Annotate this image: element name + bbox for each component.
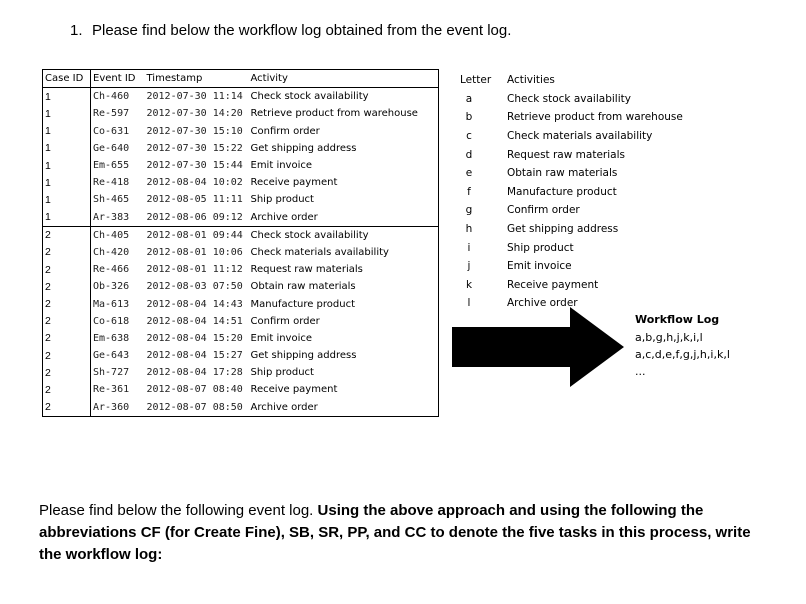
cell-timestamp: 2012-08-01 10:06 <box>146 246 243 258</box>
event-log-header-row <box>43 70 439 88</box>
cell-event-id: Ge-643 <box>93 350 130 362</box>
cell-timestamp: 2012-08-01 09:44 <box>145 226 249 244</box>
cell-case-id: 1 <box>43 140 91 157</box>
cell-case-id: 1 <box>43 174 91 191</box>
event-log-row <box>43 157 439 174</box>
cell-activity: Ship product <box>250 367 314 379</box>
question-heading <box>70 22 511 39</box>
event-log-row <box>43 295 439 312</box>
cell-event-id: Re-361 <box>93 384 130 396</box>
legend-row <box>460 183 683 202</box>
cell-activity: Confirm order <box>250 125 320 137</box>
cell-case-id: 2 <box>43 278 91 295</box>
cell-timestamp: 2012-07-30 15:22 <box>146 142 243 154</box>
cell-event-id: Sh-465 <box>93 194 130 206</box>
cell-event-id: Co-618 <box>93 315 130 327</box>
legend-letter: a <box>465 92 473 105</box>
instruction-plain: Please find below the following event log. <box>39 502 318 519</box>
cell-timestamp: 2012-07-30 11:14 <box>146 91 243 103</box>
event-log-row <box>43 313 439 330</box>
legend-letter: h <box>465 223 473 236</box>
cell-case-id: 2 <box>43 399 91 417</box>
cell-activity: Ship product <box>250 194 314 206</box>
event-log-row <box>43 88 439 106</box>
cell-timestamp: 2012-08-05 11:11 <box>146 194 243 206</box>
cell-case-id: 2 <box>43 244 91 261</box>
legend-letter: b <box>465 111 473 124</box>
cell-activity: Check materials availability <box>250 246 389 258</box>
legend-activity: Check materials availability <box>507 130 653 143</box>
cell-case-id: 1 <box>43 105 91 122</box>
cell-activity: Receive payment <box>250 177 338 189</box>
workflow-log-line: a,b,g,h,j,k,i,l <box>635 331 703 344</box>
cell-timestamp: 2012-08-04 17:28 <box>146 367 243 379</box>
legend-letter: e <box>465 167 473 180</box>
cell-timestamp: 2012-08-04 15:20 <box>146 332 243 344</box>
cell-activity: Confirm order <box>250 315 320 327</box>
cell-timestamp: 2012-08-04 10:02 <box>146 177 243 189</box>
legend-row <box>460 108 683 127</box>
cell-event-id: Ar-383 <box>93 211 130 223</box>
legend-row <box>460 145 683 164</box>
event-log-row <box>43 381 439 398</box>
cell-timestamp: 2012-08-07 08:40 <box>146 384 243 396</box>
cell-case-id: 2 <box>43 381 91 398</box>
cell-activity: Archive order <box>250 401 318 413</box>
cell-activity: Retrieve product from warehouse <box>250 108 418 120</box>
legend-activity: Request raw materials <box>507 148 625 161</box>
cell-activity: Request raw materials <box>250 264 363 276</box>
event-log-row <box>43 347 439 364</box>
legend-activity: Check stock availability <box>507 92 631 105</box>
legend-activity: Get shipping address <box>507 223 619 236</box>
cell-timestamp: 2012-07-30 15:44 <box>146 160 243 172</box>
event-log-row <box>43 174 439 191</box>
legend-row <box>460 238 683 257</box>
workflow-log-line: ... <box>635 365 646 378</box>
cell-event-id: Ch-405 <box>91 226 145 244</box>
cell-case-id: 2 <box>43 313 91 330</box>
cell-case-id: 2 <box>43 295 91 312</box>
cell-case-id: 2 <box>43 226 91 244</box>
cell-timestamp: 2012-08-07 08:50 <box>146 401 243 413</box>
question-number: 1. <box>70 22 83 39</box>
cell-activity: Check stock availability <box>250 91 369 103</box>
event-log-row <box>43 123 439 140</box>
cell-event-id: Ma-613 <box>93 298 130 310</box>
cell-timestamp: 2012-07-30 14:20 <box>146 108 243 120</box>
cell-timestamp: 2012-08-03 07:50 <box>146 281 243 293</box>
cell-timestamp: 2012-08-04 15:27 <box>146 350 243 362</box>
event-log-row <box>43 364 439 381</box>
cell-case-id: 1 <box>43 157 91 174</box>
workflow-log-title: Workflow Log <box>635 313 720 326</box>
legend-activity: Obtain raw materials <box>507 167 618 180</box>
cell-event-id: Sh-727 <box>93 367 130 379</box>
event-log-row <box>43 140 439 157</box>
event-log-row <box>43 399 439 417</box>
cell-case-id: 1 <box>43 209 91 227</box>
legend-letter: c <box>466 130 472 143</box>
cell-timestamp: 2012-08-04 14:51 <box>146 315 243 327</box>
cell-case-id: 2 <box>43 261 91 278</box>
legend-letter: j <box>467 260 471 273</box>
cell-activity: Receive payment <box>250 384 338 396</box>
header-timestamp: Timestamp <box>145 70 249 88</box>
instruction-paragraph <box>39 500 759 566</box>
cell-event-id: Ar-360 <box>93 401 130 413</box>
legend-letter: k <box>465 278 473 291</box>
cell-event-id: Em-638 <box>93 332 130 344</box>
cell-activity: Emit invoice <box>250 332 313 344</box>
cell-case-id: 1 <box>43 88 91 106</box>
cell-event-id: Re-466 <box>93 264 130 276</box>
cell-activity: Get shipping address <box>250 142 357 154</box>
cell-event-id: Ge-640 <box>93 142 130 154</box>
cell-activity: Get shipping address <box>250 350 357 362</box>
cell-event-id: Ch-420 <box>93 246 130 258</box>
legend-letter: g <box>465 204 473 217</box>
legend-letter: f <box>467 185 471 198</box>
legend-row <box>460 276 683 295</box>
cell-case-id: 1 <box>43 191 91 208</box>
event-log-row <box>43 105 439 122</box>
legend-activity: Emit invoice <box>507 260 572 273</box>
cell-activity: Obtain raw materials <box>250 281 356 293</box>
question-text: Please find below the workflow log obtained from the event log. <box>92 22 512 39</box>
activity-legend <box>460 71 683 313</box>
cell-activity: Emit invoice <box>250 160 313 172</box>
cell-activity: Archive order <box>250 211 318 223</box>
legend-row <box>460 164 683 183</box>
legend-row <box>460 127 683 146</box>
legend-letter: i <box>467 241 471 254</box>
instruction-bold: Using the above approach and using the following the abbreviations CF (for Create Fine), SB, SR, PP, and CC to denote the five tasks in this process, write the workflow log: <box>39 502 751 563</box>
legend-row <box>460 220 683 239</box>
cell-timestamp: 2012-08-01 11:12 <box>146 264 243 276</box>
header-activity: Activity <box>249 70 439 88</box>
legend-activity: Receive payment <box>507 278 599 291</box>
cell-event-id: Co-631 <box>93 125 130 137</box>
event-log-row <box>43 244 439 261</box>
event-log-row <box>43 278 439 295</box>
cell-timestamp: 2012-07-30 15:10 <box>146 125 243 137</box>
legend-body <box>460 90 683 313</box>
legend-row <box>460 257 683 276</box>
event-log-table <box>42 69 439 417</box>
event-log-body <box>43 88 439 417</box>
cell-case-id: 2 <box>43 330 91 347</box>
header-case-id: Case ID <box>43 70 91 88</box>
legend-activity: Archive order <box>507 297 578 310</box>
right-arrow-icon <box>452 307 628 387</box>
legend-activity: Confirm order <box>507 204 580 217</box>
legend-letter: d <box>465 148 473 161</box>
event-log-row <box>43 209 439 227</box>
legend-header-activities: Activities <box>507 74 555 87</box>
header-event-id: Event ID <box>91 70 145 88</box>
legend-activity: Ship product <box>507 241 574 254</box>
event-log-row <box>43 191 439 208</box>
cell-event-id: Re-597 <box>93 108 130 120</box>
legend-row <box>460 90 683 109</box>
legend-row <box>460 201 683 220</box>
cell-case-id: 2 <box>43 364 91 381</box>
workflow-log <box>635 313 730 382</box>
cell-event-id: Ch-460 <box>93 91 130 103</box>
legend-activity: Manufacture product <box>507 185 617 198</box>
cell-case-id: 1 <box>43 123 91 140</box>
cell-event-id: Re-418 <box>93 177 130 189</box>
cell-activity: Manufacture product <box>250 298 356 310</box>
cell-activity: Check stock availability <box>249 226 439 244</box>
cell-timestamp: 2012-08-06 09:12 <box>146 211 243 223</box>
legend-activity: Retrieve product from warehouse <box>507 111 683 124</box>
event-log-row <box>43 226 439 244</box>
legend-header-row <box>460 71 683 90</box>
cell-case-id: 2 <box>43 347 91 364</box>
workflow-log-line: a,c,d,e,f,g,j,h,i,k,l <box>635 348 730 361</box>
cell-event-id: Ob-326 <box>93 281 130 293</box>
legend-header-letter: Letter <box>460 74 492 87</box>
legend-letter: l <box>467 297 471 310</box>
cell-timestamp: 2012-08-04 14:43 <box>146 298 243 310</box>
cell-event-id: Em-655 <box>93 160 130 172</box>
event-log-row <box>43 261 439 278</box>
event-log-row <box>43 330 439 347</box>
